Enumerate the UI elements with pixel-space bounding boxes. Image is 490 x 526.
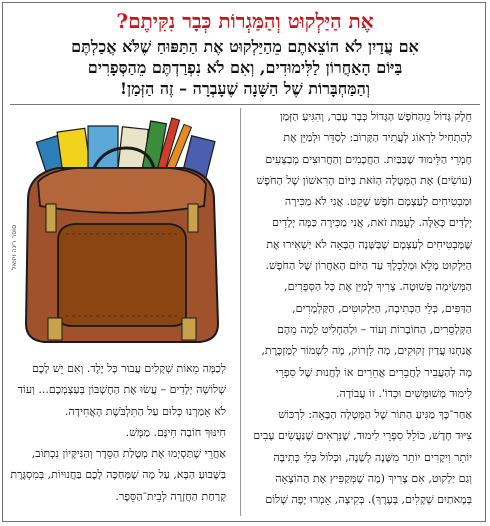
text-line: מָה לְהַעֲבִיר לַחֲבֵרִים אֲחֵרִים אוֹ לַחֲנוּת שֶׁל סִפְרֵי	[275, 365, 472, 379]
text-line: הַדַּפִּים, כְּלֵי הַכְּתִיבָה, הַיַּלְקוּטִים, הַקַּלְמָרִים,	[292, 301, 472, 315]
text-line: חֵלֶק גָּדוֹל מֵהַחֹפֶשׁ הַגָּדוֹל כְּבָר עָבַר, וְהִגִּיעַ הַזְּמַן	[279, 110, 472, 123]
text-line: הַמְּשִׂימָה פְּשׁוּטָה. צָרִיךְ לְמַיֵּן אֶת כָּל הַסְּפָרִים,	[284, 280, 472, 294]
article-title: אֶת הַיַּלְקוּט וְהַמַּגְרוֹת כְּבָר נִקִּיתֶם?	[116, 9, 374, 33]
article-body-right-column	[244, 106, 482, 511]
text-line: הַקְּלָסֵרִים, הַחוֹבָרוֹת וְעוֹד – וּלְהַחְלִיט לְמָה מֵהֶם	[277, 322, 472, 336]
image-credit: סופר רינה ויזואל	[10, 224, 18, 270]
paragraph	[244, 106, 482, 276]
schoolbag-illustration	[8, 108, 236, 352]
subtitle-line: אִם עֲדַיִן לֹא הוֹצֵאתֶם מֵהַיַּלְקוּט אֶת הַתַּפּוּחַ שֶׁלֹּא אֲכַלְתֶּם	[71, 37, 419, 56]
column-divider	[240, 108, 241, 516]
text-line: שְׁלוֹשָׁה יְלָדִים – עֲשׂוּ אֶת הַחֶשְׁבּוֹן בְּעַצְמְכֶם... וְעוֹד	[17, 383, 226, 397]
text-line: הַיַּלְקוּט מָלֵא וּמְלֻכְלָךְ עַד הַיּוֹם הָאַחֲרוֹן שֶׁל הַחֹפֶשׁ.	[265, 259, 472, 273]
text-line: לְהַתְחִיל לִרְאוֹג לְעֲתִיד הַקָּרוֹב: לְסַדֵּר וּלְמַיֵּן אֶת	[283, 131, 472, 145]
paragraph	[8, 358, 236, 422]
text-line: לֹא אָמַרְנוּ כְּלוּם עַל הַתִּלְבֹּשֶׁת הָאֲחִידָה.	[64, 404, 226, 418]
text-line: וְגַם יַלְקוּט, אִם צָרִיךְ (מָה שֶׁמְּקַפִּיץ אֶת הַהוֹצָאָה	[275, 472, 472, 486]
text-line: לִימוּד מְשׁוּמָּשִׁים וּכְדוֹ'. זוֹ עֲבוֹדָה.	[336, 386, 472, 400]
text-line: אַחַר־כָּךְ מַגִּיעַ הַתּוֹר שֶׁל הַמְּטָלָה הַבָּאָה: לִרְכּוֹשׁ	[278, 408, 472, 422]
article-subtitle	[18, 36, 472, 99]
subtitle-line: וְהַמַּחְבָּרוֹת שֶׁל הַשָּׁנָה שֶׁעָבְרָה – זֶה הַזְּמַן!	[120, 79, 370, 98]
article-body-left-column	[8, 358, 236, 507]
text-line: בְּמָאתַיִם שְׁקָלִים, בְּעֶרֶךְ). בְּקִיצָה, אָמְרוּ יָפֶה שָׁלוֹם	[265, 493, 472, 507]
text-line: צִיּוּד חָדָשׁ, כּוֹלֵל סִפְרֵי לִימוּד, שֶׁנִּרְאִים שֶׁנַּעֲשִׂים עָבִים	[253, 429, 472, 443]
text-line: אַחֲרֵי שֶׁתַּסְיְמוּ אֶת מְטָלַת הַסֵּדֶר וְהַנִּיקָּיוֹן נִכְתּוֹב,	[31, 447, 226, 461]
text-line: לְכַמָּה מֵאוֹת שְׁקָלִים עֲבוּר כָּל יֶלֶד. וְאִם יֵשׁ לָכֶם	[32, 362, 226, 375]
text-line: חָמְרֵי הַלִּימוּד שֶׁבַּבַּיִת. הַחֲכָמִים וְהַחֲרוּצִים מְבַצְּעִים	[265, 152, 472, 166]
text-line: יוֹתֵר וִיקָרִים יוֹתֵר מִשָּׁנָה לְשָׁנָה, וּכְלוֹל כְּלֵי כְּתִיבָה	[273, 450, 472, 464]
text-line: וּמַבְטִיחִים לְעַצְמָם חֹפֶשׁ שָׁקֵט. אֲנִי לֹא מַכִּירָה	[284, 195, 472, 209]
subtitle-line: בַּיּוֹם הָאַחֲרוֹן לַלִּימוּדִים, וְאִם לֹא נִפְרַדְתֶּם מֵהַסְּפָרִים	[87, 58, 403, 77]
header-divider	[10, 104, 480, 105]
paragraph	[8, 422, 236, 443]
text-line: יְלָדִים כָּאֵלֶּה. לְעֻמַּת זֹאת, אֲנִי מַכִּירָה כַּמָּה יְלָדִים	[272, 216, 472, 230]
text-line: שֶׁמַּבְטִיחִים לְעַצְמָם שֶׁבַּשָּׁנָה הַבָּאָה לֹא יַשְׁאִירוּ אֶת	[266, 237, 472, 251]
paragraph	[8, 443, 236, 507]
paragraph	[244, 276, 482, 404]
text-line: בַּשָּׁבוּעַ הַבָּא, עַל מָה שֶׁמְּחַכֶּה לָכֶם בַּחֲנוּיוֹת, בְּמִסְגֶּרֶת	[10, 468, 226, 482]
text-line: קְרַחַת הַחֲזָרָה לְבֵית־הַסֵּפֶר.	[115, 489, 226, 503]
paragraph	[244, 404, 482, 510]
text-line: חִינּוּךְ חוֹבָה חִינָּם. מַמָּשׁ.	[125, 425, 226, 439]
text-line: (עוֹשִׂים) אֶת הַמְּטָלָה הַזֹּאת בַּיּוֹם הָרִאשׁוֹן שֶׁל הַחֹפֶשׁ	[256, 173, 472, 187]
text-line: אֲנַחְנוּ עֲדַיִן זְקוּקִים, מָה לִזְרוֹק, מָה לִשְׁמוֹר לְמַזְכֶּרֶת,	[261, 344, 472, 358]
